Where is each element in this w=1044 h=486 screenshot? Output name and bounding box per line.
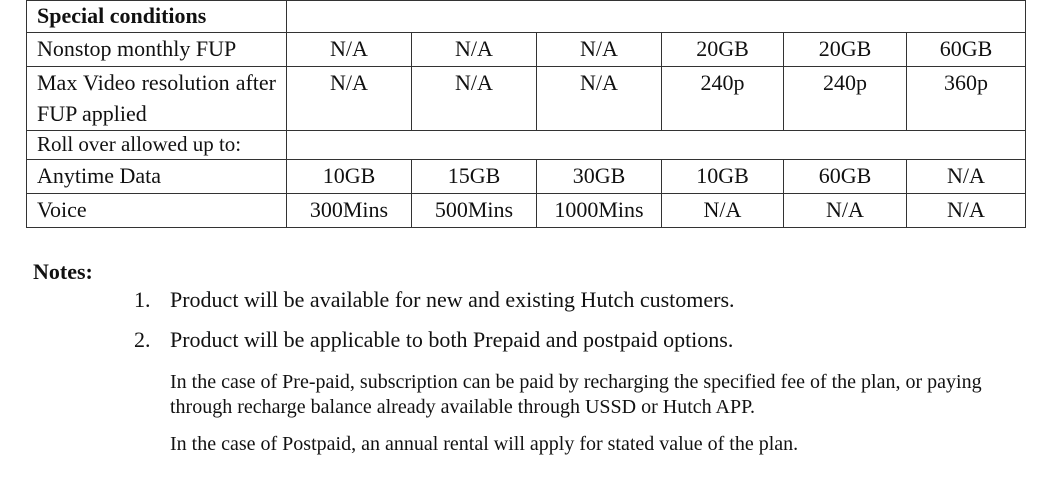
cell: 60GB [907,33,1026,67]
cell: 1000Mins [537,194,662,228]
cell: 30GB [537,160,662,194]
cell: N/A [907,194,1026,228]
cell: N/A [784,194,907,228]
notes-title: Notes: [33,259,93,284]
cell: 60GB [784,160,907,194]
cell: 15GB [412,160,537,194]
cell: 300Mins [287,194,412,228]
section-title-rollover: Roll over allowed up to: [27,131,287,160]
list-number: 2. [134,327,151,352]
section-title-special-conditions: Special conditions [27,1,287,33]
list-item [134,287,735,313]
table-row [27,160,1026,194]
list-text: Product will be applicable to both Prepaid and postpaid options. [170,327,734,352]
row-label: Anytime Data [27,160,287,194]
table-row [27,67,1026,131]
cell: N/A [287,33,412,67]
list-item [134,327,735,353]
section-blank-cell [287,131,1026,160]
section-header-row [27,1,1026,33]
row-label: Max Video resolution after FUP applied [27,67,287,131]
cell: 500Mins [412,194,537,228]
table-row [27,33,1026,67]
cell: N/A [287,67,412,131]
list-text: Product will be available for new and existing Hutch customers. [170,287,735,312]
cell: N/A [662,194,784,228]
table-row [27,194,1026,228]
cell: N/A [537,33,662,67]
row-label: Nonstop monthly FUP [27,33,287,67]
postpaid-paragraph: In the case of Postpaid, an annual rental will apply for stated value of the plan. [170,433,799,455]
cell: N/A [537,67,662,131]
cell: 10GB [662,160,784,194]
list-number: 1. [134,287,151,312]
cell: N/A [907,160,1026,194]
section-header-row [27,131,1026,160]
cell: 240p [784,67,907,131]
cell: N/A [412,67,537,131]
prepaid-paragraph: In the case of Pre-paid, subscription can be paid by recharging the specified fee of the plan, or paying through recharge balance already available through USSD or Hutch APP. [170,371,982,418]
section-blank-cell [287,1,1026,33]
cell: N/A [412,33,537,67]
cell: 20GB [662,33,784,67]
cell: 240p [662,67,784,131]
cell: 20GB [784,33,907,67]
notes-list [134,287,735,353]
cell: 360p [907,67,1026,131]
conditions-table [26,0,1026,228]
row-label: Voice [27,194,287,228]
cell: 10GB [287,160,412,194]
